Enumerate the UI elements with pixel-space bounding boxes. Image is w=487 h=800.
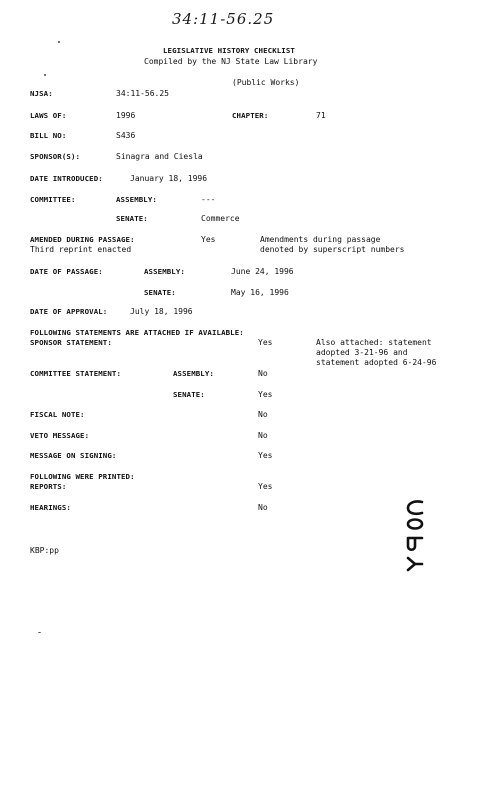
approval-label: DATE OF APPROVAL: (30, 307, 108, 316)
message-on-signing-value: Yes (258, 451, 273, 460)
amended-label: AMENDED DURING PASSAGE: (30, 235, 135, 244)
laws-label: LAWS OF: (30, 111, 67, 120)
footer-initials: KBP:pp (30, 546, 59, 555)
reprint-note: Third reprint enacted (30, 245, 132, 254)
message-on-signing-label: MESSAGE ON SIGNING: (30, 451, 117, 460)
compiled-by: Compiled by the NJ State Law Library (144, 57, 318, 66)
copy-stamp (400, 496, 430, 580)
printed-heading: FOLLOWING WERE PRINTED: (30, 472, 135, 481)
chapter-value: 71 (316, 111, 326, 120)
hearings-label: HEARINGS: (30, 503, 71, 512)
introduced-value: January 18, 1996 (130, 174, 208, 183)
committee-statement-assembly-label: ASSEMBLY: (173, 369, 214, 378)
veto-message-value: No (258, 431, 268, 440)
passage-assembly-value: June 24, 1996 (231, 267, 294, 276)
veto-message-label: VETO MESSAGE: (30, 431, 90, 440)
passage-assembly-label: ASSEMBLY: (144, 267, 185, 276)
introduced-label: DATE INTRODUCED: (30, 174, 103, 183)
committee-label: COMMITTEE: (30, 195, 76, 204)
fiscal-note-value: No (258, 410, 268, 419)
njsa-label: NJSA: (30, 89, 53, 98)
fiscal-note-label: FISCAL NOTE: (30, 410, 85, 419)
bill-value: S436 (116, 131, 136, 140)
scan-speck (44, 74, 46, 76)
committee-senate-label: SENATE: (116, 214, 148, 223)
laws-value: 1996 (116, 111, 136, 120)
sponsor-statement-label: SPONSOR STATEMENT: (30, 338, 112, 347)
committee-assembly-value: --- (201, 195, 216, 204)
sponsor-label: SPONSOR(S): (30, 152, 81, 161)
njsa-value: 34:11-56.25 (116, 89, 169, 98)
committee-statement-senate-value: Yes (258, 390, 273, 399)
passage-senate-value: May 16, 1996 (231, 288, 289, 297)
category: (Public Works) (232, 78, 300, 87)
statements-heading: FOLLOWING STATEMENTS ARE ATTACHED IF AVAILABLE: (30, 328, 244, 337)
also-attached-2: adopted 3-21-96 and (316, 348, 408, 357)
sponsor-value: Sinagra and Ciesla (116, 152, 203, 161)
amended-note-2: denoted by superscript numbers (260, 245, 405, 254)
committee-assembly-label: ASSEMBLY: (116, 195, 157, 204)
also-attached-3: statement adopted 6-24-96 (316, 358, 437, 367)
reports-label: REPORTS: (30, 482, 67, 491)
approval-value: July 18, 1996 (130, 307, 193, 316)
sponsor-statement-value: Yes (258, 338, 273, 347)
chapter-label: CHAPTER: (232, 111, 269, 120)
amended-note-1: Amendments during passage (260, 235, 381, 244)
bill-label: BILL NO: (30, 131, 67, 140)
amended-value: Yes (201, 235, 216, 244)
passage-senate-label: SENATE: (144, 288, 176, 297)
scan-speck (38, 632, 41, 633)
page-title: LEGISLATIVE HISTORY CHECKLIST (163, 46, 295, 55)
reports-value: Yes (258, 482, 273, 491)
committee-senate-value: Commerce (201, 214, 240, 223)
committee-statement-senate-label: SENATE: (173, 390, 205, 399)
passage-label: DATE OF PASSAGE: (30, 267, 103, 276)
committee-statement-label: COMMITTEE STATEMENT: (30, 369, 121, 378)
hearings-value: No (258, 503, 268, 512)
also-attached-1: Also attached: statement (316, 338, 432, 347)
handwritten-number: 34:11-56.25 (172, 10, 275, 28)
scan-speck (58, 41, 60, 43)
committee-statement-assembly-value: No (258, 369, 268, 378)
